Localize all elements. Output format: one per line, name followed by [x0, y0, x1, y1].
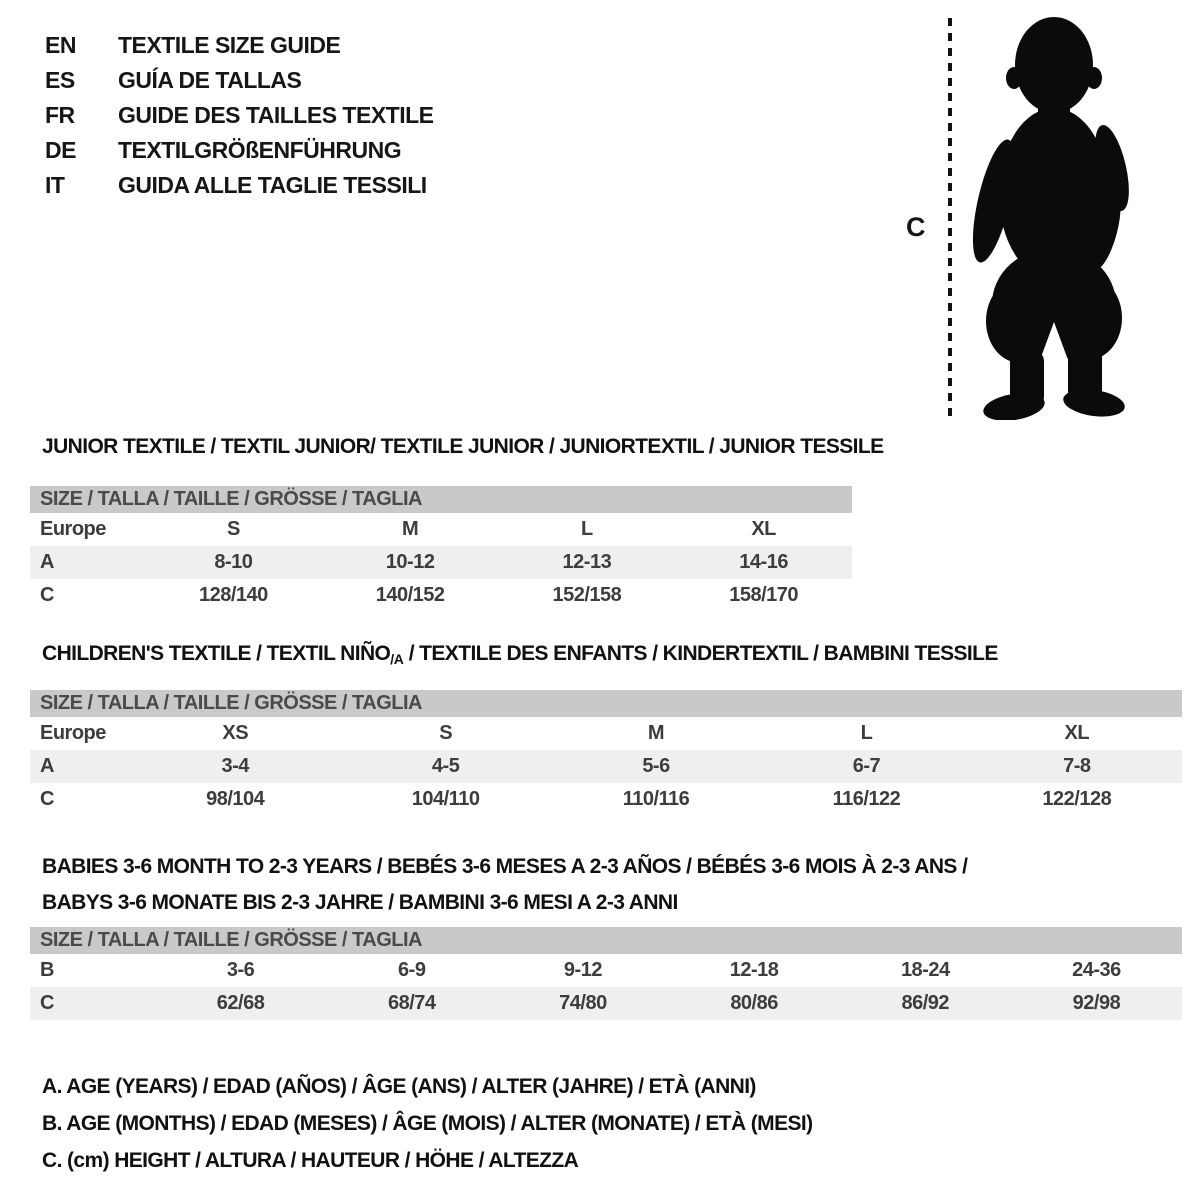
table-cell: 8-10 — [214, 551, 253, 573]
language-row — [45, 168, 434, 203]
babies-size-table — [30, 927, 1182, 1020]
table-cell: 10-12 — [385, 551, 435, 573]
table-cell: S — [439, 722, 453, 744]
language-label: GUÍA DE TALLAS — [118, 67, 302, 93]
language-list — [45, 28, 434, 203]
row-label: C — [40, 584, 54, 606]
row-label: C — [40, 788, 54, 810]
table-cell: 4-5 — [431, 755, 460, 777]
toddler-silhouette-icon — [964, 16, 1138, 420]
table-row — [30, 717, 1182, 750]
children-size-table — [30, 690, 1182, 816]
language-row — [45, 98, 434, 133]
row-label: Europe — [40, 722, 106, 744]
table-cell: 86/92 — [901, 992, 950, 1014]
table-cell: XL — [751, 518, 776, 540]
language-row — [45, 63, 434, 98]
legend-line: A. AGE (YEARS) / EDAD (AÑOS) / ÂGE (ANS) / ALTER (JAHRE) / ETÀ (ANNI) — [42, 1075, 756, 1098]
language-code: DE — [45, 137, 76, 163]
legend-line: B. AGE (MONTHS) / EDAD (MESES) / ÂGE (MOIS) / ALTER (MONATE) / ETÀ (MESI) — [42, 1112, 813, 1135]
table-body — [30, 513, 852, 612]
table-cell: 12-18 — [729, 959, 779, 981]
table-cell: 140/152 — [375, 584, 445, 606]
table-cell: 6-9 — [398, 959, 426, 981]
table-cell: 110/116 — [622, 788, 690, 810]
height-measure-label: C — [906, 212, 925, 242]
size-header-bar: SIZE / TALLA / TAILLE / GRÖSSE / TAGLIA — [30, 486, 852, 513]
row-label: A — [40, 551, 54, 573]
table-cell: 122/128 — [1042, 788, 1112, 810]
size-header-bar: SIZE / TALLA / TAILLE / GRÖSSE / TAGLIA — [30, 927, 1182, 954]
table-cell: 6-7 — [852, 755, 881, 777]
language-label: TEXTILGRÖßENFÜHRUNG — [118, 137, 402, 163]
legend — [42, 1068, 813, 1179]
children-title-sub: /A — [390, 651, 404, 667]
height-dashed-line — [948, 18, 952, 416]
table-row — [30, 783, 1182, 816]
table-cell: 9-12 — [563, 959, 602, 981]
table-cell: 7-8 — [1063, 755, 1091, 777]
table-row — [30, 579, 852, 612]
table-cell: 3-4 — [221, 755, 249, 777]
table-row — [30, 750, 1182, 783]
language-label: GUIDA ALLE TAGLIE TESSILI — [118, 172, 427, 198]
table-body — [30, 717, 1182, 816]
table-row — [30, 546, 852, 579]
table-cell: 152/158 — [552, 584, 622, 606]
table-cell: 68/74 — [387, 992, 436, 1014]
table-cell: 12-13 — [562, 551, 612, 573]
table-cell: 158/170 — [729, 584, 799, 606]
table-cell: 92/98 — [1072, 992, 1121, 1014]
row-label: Europe — [40, 518, 106, 540]
table-cell: 14-16 — [739, 551, 788, 573]
row-label: A — [40, 755, 54, 777]
table-row — [30, 987, 1182, 1020]
table-cell: S — [226, 518, 240, 540]
table-row — [30, 513, 852, 546]
row-label: C — [40, 992, 54, 1014]
table-body — [30, 954, 1182, 1020]
babies-section-title — [42, 849, 967, 921]
table-cell: 3-6 — [226, 959, 255, 981]
table-cell: XS — [222, 722, 249, 744]
table-cell: 116/122 — [832, 788, 901, 810]
table-cell: 18-24 — [900, 959, 950, 981]
table-cell: 74/80 — [559, 992, 607, 1014]
children-section-title — [42, 641, 998, 672]
language-code: IT — [45, 172, 65, 198]
table-cell: M — [402, 518, 419, 540]
junior-size-table — [30, 486, 852, 612]
table-cell: 98/104 — [206, 788, 265, 810]
row-label: B — [40, 959, 54, 981]
language-label: GUIDE DES TAILLES TEXTILE — [118, 102, 434, 128]
babies-title-line-1: BABIES 3-6 MONTH TO 2-3 YEARS / BEBÉS 3-6 MESES A 2-3 AÑOS / BÉBÉS 3-6 MOIS À 2-3 ANS / — [42, 855, 968, 878]
language-row — [45, 133, 434, 168]
legend-line: C. (cm) HEIGHT / ALTURA / HAUTEUR / HÖHE / ALTEZZA — [42, 1149, 579, 1172]
language-label: TEXTILE SIZE GUIDE — [118, 32, 341, 58]
table-row — [30, 954, 1182, 987]
language-code: ES — [45, 67, 75, 93]
table-cell: 104/110 — [411, 788, 480, 810]
language-code: FR — [45, 102, 75, 128]
junior-section-title: JUNIOR TEXTILE / TEXTIL JUNIOR/ TEXTILE JUNIOR / JUNIORTEXTIL / JUNIOR TESSILE — [42, 435, 884, 458]
language-row — [45, 28, 434, 63]
language-code: EN — [45, 32, 76, 58]
table-cell: L — [860, 722, 873, 744]
table-cell: XL — [1064, 722, 1090, 744]
children-title-pre: CHILDREN'S TEXTILE / TEXTIL NIÑO — [42, 642, 391, 665]
table-cell: 24-36 — [1072, 959, 1121, 981]
table-cell: 5-6 — [642, 755, 670, 777]
table-cell: 62/68 — [216, 992, 265, 1014]
table-cell: L — [581, 518, 593, 540]
size-header-bar: SIZE / TALLA / TAILLE / GRÖSSE / TAGLIA — [30, 690, 1182, 717]
babies-title-line-2: BABYS 3-6 MONATE BIS 2-3 JAHRE / BAMBINI 3-6 MESI A 2-3 ANNI — [42, 891, 678, 914]
table-cell: 128/140 — [198, 584, 268, 606]
table-cell: 80/86 — [730, 992, 778, 1014]
table-cell: M — [647, 722, 665, 744]
children-title-post: / TEXTILE DES ENFANTS / KINDERTEXTIL / BAMBINI TESSILE — [403, 642, 998, 665]
